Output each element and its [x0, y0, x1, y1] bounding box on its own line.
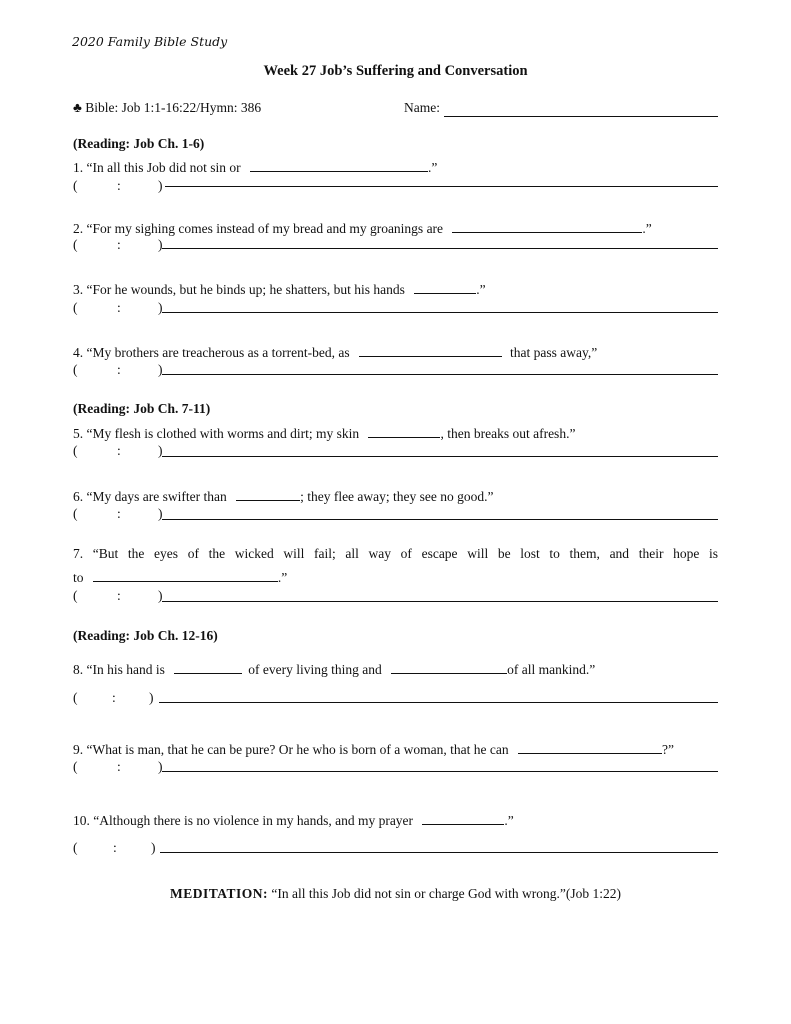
ref-colon: :: [117, 237, 121, 252]
ref-colon: :: [112, 690, 116, 705]
meditation-verse: [0, 886, 791, 902]
answer-blank[interactable]: [359, 342, 502, 357]
question-8: [73, 659, 595, 678]
question-text: ?”: [661, 742, 674, 757]
question-2: [73, 218, 652, 237]
question-1: [73, 157, 437, 176]
meditation-text: “In all this Job did not sin or charge God with wrong.”(Job 1:22): [271, 886, 621, 901]
question-9: [73, 739, 674, 758]
question-text: .”: [476, 282, 486, 297]
question-text: ; they flee away; they see no good.”: [300, 489, 494, 504]
verse-reference-row: [73, 443, 163, 459]
ref-colon: :: [117, 759, 121, 774]
ref-close-paren: ): [151, 840, 156, 855]
question-text: to: [73, 570, 84, 585]
question-text: , then breaks out afresh.”: [440, 426, 576, 441]
answer-blank[interactable]: [174, 659, 242, 674]
question-text: .”: [428, 160, 438, 175]
question-7: [73, 567, 287, 586]
answer-blank[interactable]: [250, 157, 428, 172]
ref-open-paren: (: [73, 178, 78, 193]
verse-answer-line[interactable]: [162, 771, 718, 772]
verse-answer-line[interactable]: [162, 374, 718, 375]
ref-colon: :: [117, 506, 121, 521]
question-text: of all mankind.”: [507, 662, 596, 677]
question-text: 9. “What is man, that he can be pure? Or he who is born of a woman, that he can: [73, 742, 509, 757]
question-text: 4. “My brothers are treacherous as a torrent-bed, as: [73, 345, 350, 360]
ref-open-paren: (: [73, 443, 78, 458]
question-6: [73, 486, 494, 505]
ref-close-paren: ): [158, 300, 163, 315]
verse-reference-row: [73, 362, 163, 378]
verse-answer-line[interactable]: [162, 601, 718, 602]
question-text: 6. “My days are swifter than: [73, 489, 227, 504]
answer-blank[interactable]: [368, 423, 440, 438]
page-title: Week 27 Job’s Suffering and Conversation: [263, 63, 528, 79]
ref-colon: :: [117, 588, 121, 603]
verse-reference-row: [73, 506, 163, 522]
ref-open-paren: (: [73, 237, 78, 252]
ref-open-paren: (: [73, 840, 78, 855]
name-label: Name:: [404, 100, 440, 115]
question-text: 3. “For he wounds, but he binds up; he shatters, but his hands: [73, 282, 405, 297]
answer-blank[interactable]: [414, 279, 476, 294]
ref-open-paren: (: [73, 759, 78, 774]
question-text: 1. “In all this Job did not sin or: [73, 160, 241, 175]
ref-close-paren: ): [158, 237, 163, 252]
verse-answer-line[interactable]: [162, 519, 718, 520]
verse-reference-row: [73, 300, 163, 316]
ref-close-paren: ): [158, 178, 163, 193]
reading-section-heading: (Reading: Job Ch. 12-16): [73, 628, 218, 643]
answer-blank[interactable]: [518, 739, 662, 754]
bible-hymn-reference: ♣ Bible: Job 1:1-16:22/Hymn: 386: [73, 100, 262, 115]
question-text: .”: [277, 570, 288, 585]
answer-blank[interactable]: [236, 486, 300, 501]
ref-open-paren: (: [73, 588, 78, 603]
question-text: that pass away,”: [510, 345, 598, 360]
verse-reference-row: [73, 840, 156, 856]
reading-section-heading: (Reading: Job Ch. 1-6): [73, 136, 205, 151]
name-field[interactable]: [444, 116, 718, 117]
question-10: [73, 810, 514, 829]
worksheet-series-label: 2020 Family Bible Study: [72, 34, 228, 49]
question-text: .”: [642, 221, 652, 236]
ref-open-paren: (: [73, 506, 78, 521]
verse-answer-line[interactable]: [162, 248, 718, 249]
ref-colon: :: [113, 840, 117, 855]
meditation-label: MEDITATION:: [170, 886, 269, 901]
ref-colon: :: [117, 443, 121, 458]
verse-reference-row: [73, 588, 163, 604]
question-4: [73, 342, 597, 361]
ref-close-paren: ): [158, 588, 163, 603]
verse-answer-line[interactable]: [159, 702, 718, 703]
ref-open-paren: (: [73, 300, 78, 315]
answer-blank[interactable]: [422, 810, 504, 825]
verse-answer-line[interactable]: [165, 186, 718, 187]
question-text: .”: [504, 813, 514, 828]
question-text: 8. “In his hand is: [73, 662, 165, 677]
question-7-line-1: 7. “But the eyes of the wicked will fail; all way of escape will be lost to them, and their hope is: [73, 546, 718, 561]
reading-section-heading: (Reading: Job Ch. 7-11): [73, 401, 211, 416]
verse-reference-row: [73, 237, 163, 253]
ref-close-paren: ): [158, 759, 163, 774]
ref-close-paren: ): [149, 690, 154, 705]
ref-close-paren: ): [158, 506, 163, 521]
ref-close-paren: ): [158, 362, 163, 377]
verse-reference-row: [73, 759, 163, 775]
question-text: 5. “My flesh is clothed with worms and dirt; my skin: [73, 426, 360, 441]
question-text: 2. “For my sighing comes instead of my bread and my groanings are: [73, 221, 444, 236]
ref-open-paren: (: [73, 362, 78, 377]
ref-open-paren: (: [73, 690, 78, 705]
verse-answer-line[interactable]: [162, 312, 718, 313]
ref-colon: :: [117, 362, 121, 377]
verse-reference-row: [73, 690, 154, 706]
question-text: of every living thing and: [248, 662, 382, 677]
ref-colon: :: [117, 178, 121, 193]
answer-blank[interactable]: [93, 567, 278, 582]
question-5: [73, 423, 575, 442]
ref-colon: :: [117, 300, 121, 315]
verse-answer-line[interactable]: [160, 852, 718, 853]
answer-blank[interactable]: [452, 218, 642, 233]
answer-blank[interactable]: [391, 659, 507, 674]
question-text: 10. “Although there is no violence in my hands, and my prayer: [73, 813, 414, 828]
verse-reference-row: [73, 178, 163, 194]
verse-answer-line[interactable]: [162, 456, 718, 457]
ref-close-paren: ): [158, 443, 163, 458]
question-3: [73, 279, 486, 298]
